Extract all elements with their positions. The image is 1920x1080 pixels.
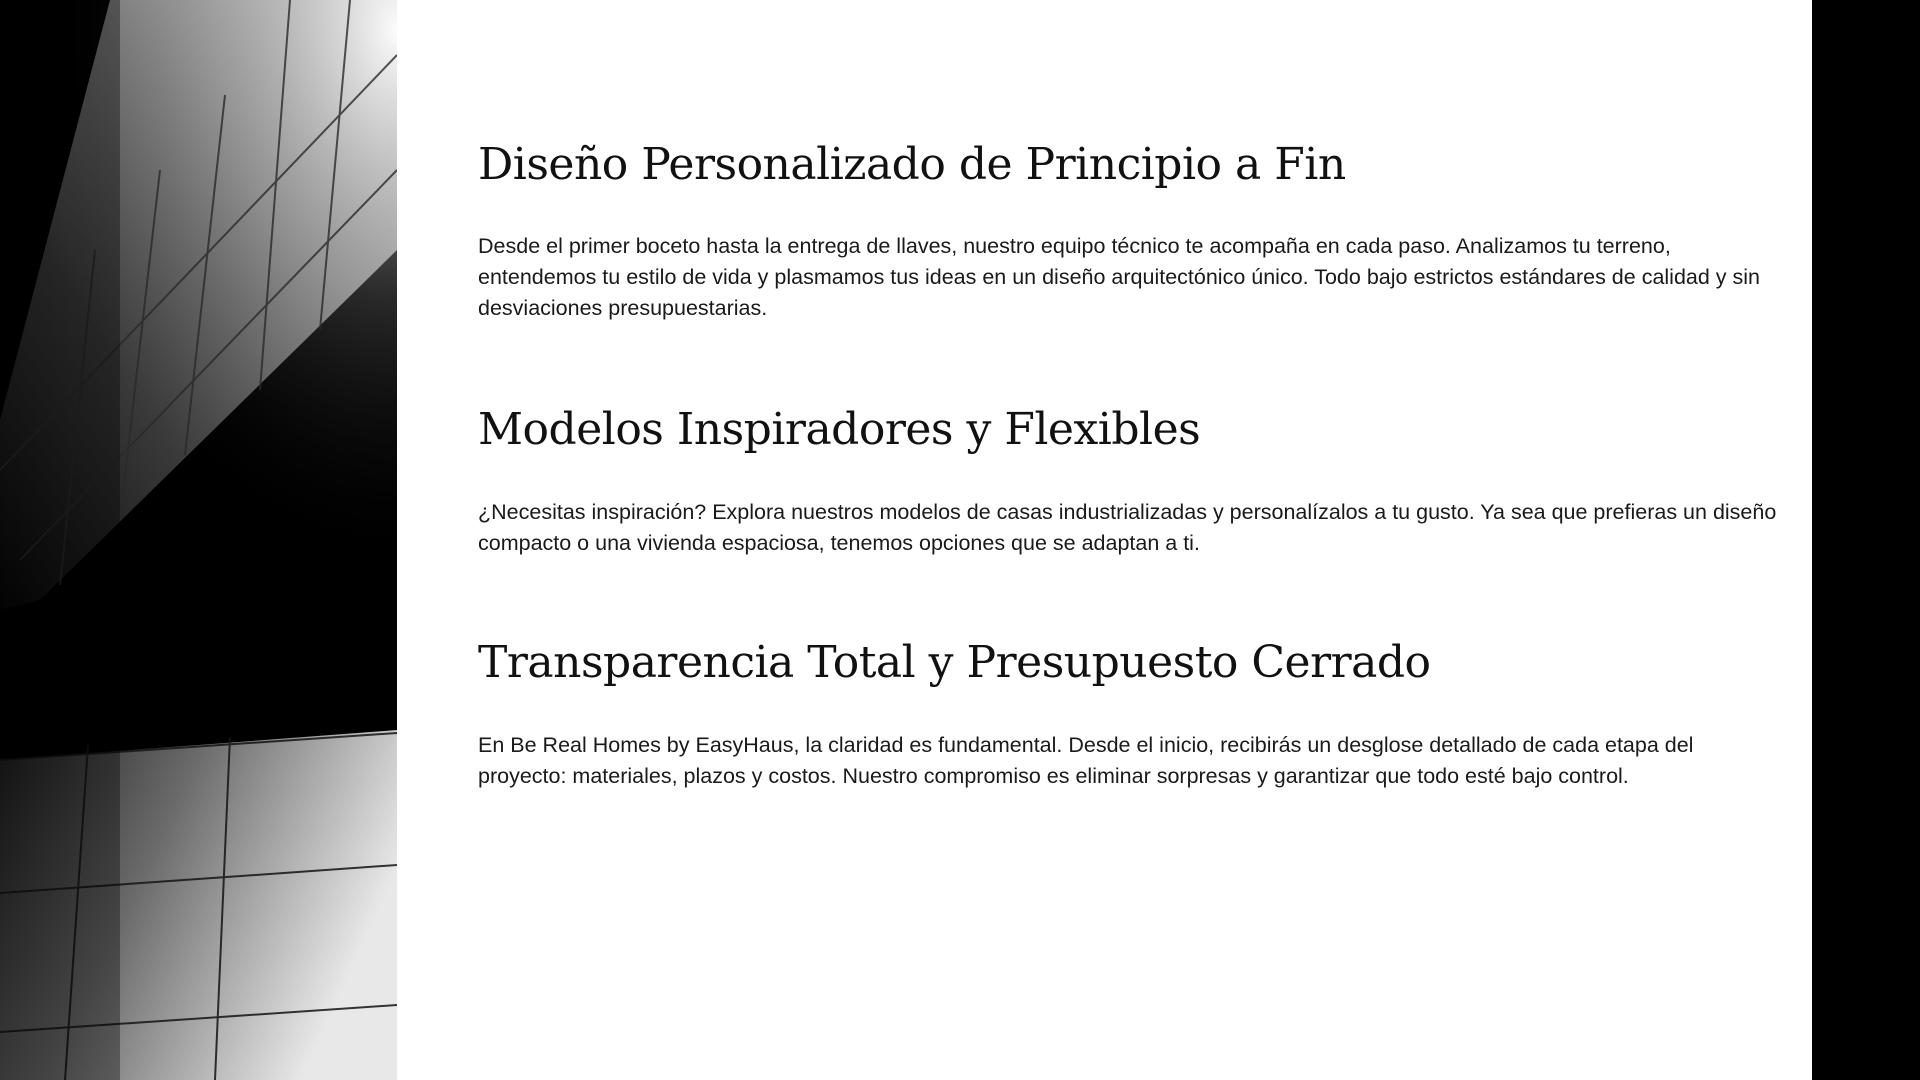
section-inspiring-models xyxy=(478,405,1778,559)
section-custom-design xyxy=(478,140,1778,324)
section-transparency xyxy=(478,638,1778,792)
section-heading: Transparencia Total y Presupuesto Cerrado xyxy=(478,637,1431,688)
architecture-photo-graphic xyxy=(0,0,397,1080)
section-heading: Diseño Personalizado de Principio a Fin xyxy=(478,139,1346,190)
section-body: Desde el primer boceto hasta la entrega de llaves, nuestro equipo técnico te acompaña en cada paso. Analizamos tu terreno, entendemos tu estilo de vida y plasmamos tus ideas en un diseño arquitectónico único. Todo bajo estrictos estándares de calidad y sin desviaciones presupuestarias. xyxy=(478,233,1761,320)
section-body: ¿Necesitas inspiración? Explora nuestros modelos de casas industrializadas y personalízalos a tu gusto. Ya sea que prefieras un diseño compacto o una vivienda espaciosa, tenemos opciones que se adaptan a ti. xyxy=(478,499,1777,555)
content-panel xyxy=(397,0,1812,1080)
right-frame-band xyxy=(1812,0,1920,1080)
architecture-photo-icon xyxy=(0,0,397,1080)
section-body: En Be Real Homes by EasyHaus, la claridad es fundamental. Desde el inicio, recibirás un desglose detallado de cada etapa del proyecto: materiales, plazos y costos. Nuestro compromiso es eliminar sorpresas y garantizar que todo esté bajo control. xyxy=(478,732,1694,788)
section-heading: Modelos Inspiradores y Flexibles xyxy=(478,404,1201,455)
